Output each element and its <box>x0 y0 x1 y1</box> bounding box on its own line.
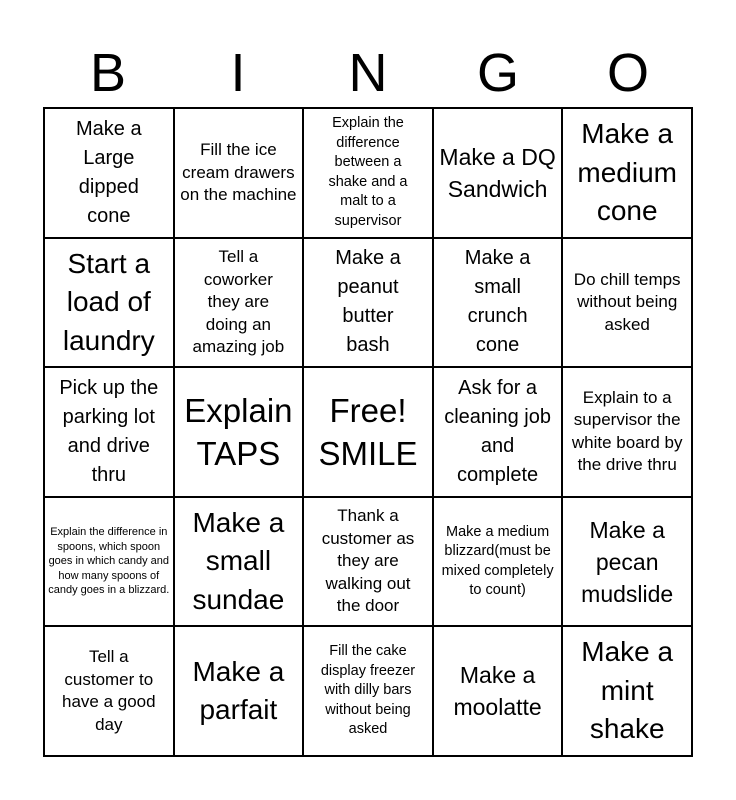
cell-text: Tell a coworker they are doing an amazing job <box>192 247 285 357</box>
bingo-cell-2-1[interactable] <box>44 238 174 368</box>
header-letter-o: O <box>606 43 649 103</box>
bingo-cell-1-4[interactable] <box>433 108 563 238</box>
bingo-cell-3-4[interactable] <box>433 367 563 497</box>
cell-text: Start a load of laundry <box>62 247 155 356</box>
bingo-card <box>43 107 693 757</box>
bingo-cell-3-5[interactable] <box>562 367 692 497</box>
cell-text: Make a DQ Sandwich <box>439 143 556 202</box>
bingo-cell-5-3[interactable] <box>303 626 433 756</box>
bingo-cell-2-4[interactable] <box>433 238 563 368</box>
bingo-cell-1-1[interactable] <box>44 108 174 238</box>
bingo-cell-3-1[interactable] <box>44 367 174 497</box>
cell-text: Pick up the parking lot and drive thru <box>59 376 159 486</box>
header-letter-n: N <box>348 43 388 103</box>
bingo-cell-5-5[interactable] <box>562 626 692 756</box>
cell-text: Explain the difference between a shake and a malt to a supervisor <box>328 115 408 229</box>
cell-text: Fill the cake display freezer with dilly bars without being asked <box>320 643 416 738</box>
cell-text: Make a parfait <box>192 655 285 726</box>
cell-text: Do chill temps without being asked <box>573 269 681 334</box>
bingo-cell-2-5[interactable] <box>562 238 692 368</box>
bingo-cell-5-4[interactable] <box>433 626 563 756</box>
bingo-cell-1-5[interactable] <box>562 108 692 238</box>
cell-text: Tell a customer to have a good day <box>62 647 156 734</box>
bingo-cell-4-5[interactable] <box>562 497 692 627</box>
header-letter-b: B <box>89 43 127 103</box>
cell-text: Make a small crunch cone <box>464 247 531 357</box>
bingo-cell-5-2[interactable] <box>174 626 304 756</box>
bingo-cell-3-3[interactable] <box>303 367 433 497</box>
header-letter-g: G <box>476 43 519 103</box>
bingo-cell-1-3[interactable] <box>303 108 433 238</box>
cell-text: Thank a customer as they are walking out the door <box>321 506 415 616</box>
cell-text: Make a moolatte <box>453 662 542 721</box>
bingo-cell-3-2[interactable] <box>174 367 304 497</box>
cell-text: Make a peanut butter bash <box>335 247 401 357</box>
bingo-cell-2-3[interactable] <box>303 238 433 368</box>
cell-text: Ask for a cleaning job and complete <box>444 376 551 486</box>
cell-text: Make a medium cone <box>577 118 677 227</box>
bingo-cell-4-4[interactable] <box>433 497 563 627</box>
bingo-cell-4-2[interactable] <box>174 497 304 627</box>
bingo-cell-4-1[interactable] <box>44 497 174 627</box>
cell-text: Make a pecan mudslide <box>581 516 674 607</box>
bingo-cell-2-2[interactable] <box>174 238 304 368</box>
cell-text: Make a Large dipped cone <box>76 117 142 227</box>
cell-text: Explain the difference in spoons, which spoon goes in which candy and how many spoons of candy goes in a blizzard. <box>48 526 170 597</box>
cell-text: Make a small sundae <box>192 506 285 615</box>
cell-text: Make a mint shake <box>581 636 674 745</box>
cell-text: Make a medium blizzard(must be mixed completely to count) <box>441 523 554 599</box>
cell-text: Explain to a supervisor the white board by the drive thru <box>571 387 683 475</box>
cell-text: Fill the ice cream drawers on the machine <box>180 140 297 205</box>
bingo-cell-5-1[interactable] <box>44 626 174 756</box>
cell-text: Free! SMILE <box>318 391 418 472</box>
header-letter-i: I <box>230 43 246 103</box>
bingo-cell-4-3[interactable] <box>303 497 433 627</box>
bingo-cell-1-2[interactable] <box>174 108 304 238</box>
cell-text: Explain TAPS <box>184 391 293 472</box>
bingo-header <box>43 42 693 104</box>
